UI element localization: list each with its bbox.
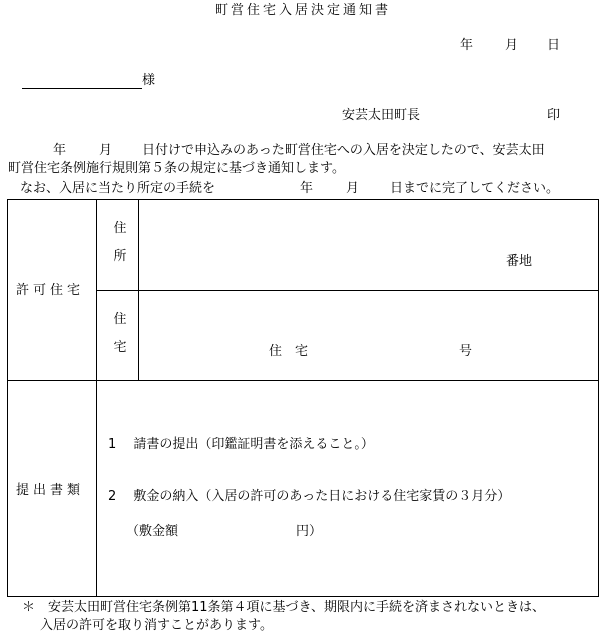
- address-lot-suffix: 番地: [506, 254, 533, 269]
- issuer-seal-mark: 印: [547, 108, 561, 123]
- addressee-suffix: 様: [142, 73, 156, 88]
- table-border-right: [598, 199, 599, 597]
- house-number-suffix: 号: [459, 344, 473, 359]
- body-line1-year: 年: [53, 143, 67, 158]
- documents-item-2: 2 敷金の納入（入居の許可のあった日における住宅家賃の３月分）: [108, 489, 511, 504]
- documents-label: 提出書類: [16, 483, 85, 498]
- table-row-divider: [7, 380, 599, 381]
- house-label-char-1: 住: [113, 312, 127, 327]
- issuer-name: 安芸太田町長: [342, 108, 421, 123]
- address-label-char-2: 所: [113, 249, 127, 264]
- body-line3-text-end: 日までに完了してください。: [390, 181, 560, 196]
- document-title: 町営住宅入居決定通知書: [214, 3, 391, 18]
- address-label-char-1: 住: [113, 221, 127, 236]
- body-line3-month: 月: [346, 181, 360, 196]
- documents-item-1: 1 請書の提出（印鑑証明書を添えること。）: [108, 437, 374, 452]
- deposit-amount-suffix: 円）: [296, 524, 323, 539]
- date-year-label: 年: [460, 38, 474, 53]
- addressee-underline: [22, 88, 142, 89]
- deposit-amount-prefix: （敷金額: [126, 524, 179, 539]
- table-row-divider-inner: [96, 290, 599, 291]
- body-line2-text: 町営住宅条例施行規則第５条の規定に基づき通知します。: [8, 161, 345, 176]
- body-line3-text: なお、入居に当たり所定の手続を: [20, 181, 216, 196]
- body-line1-month: 月: [99, 143, 113, 158]
- body-line1-text: 日付けで申込みのあった町営住宅への入居を決定したので、安芸太田: [142, 143, 545, 158]
- table-column-divider: [96, 199, 97, 597]
- table-border-left: [7, 199, 8, 597]
- date-month-label: 月: [505, 38, 519, 53]
- footer-note-line1: ＊ 安芸太田町営住宅条例第11条第４項に基づき、期限内に手続を済まされないときは、: [22, 600, 546, 615]
- permitted-housing-label: 許可住宅: [16, 283, 85, 298]
- footer-note-line2: 入居の許可を取り消すことがあります。: [40, 618, 273, 633]
- house-number-prefix: 住 宅: [269, 344, 309, 359]
- body-line3-year: 年: [300, 181, 314, 196]
- house-label-char-2: 宅: [113, 340, 127, 355]
- date-day-label: 日: [547, 38, 561, 53]
